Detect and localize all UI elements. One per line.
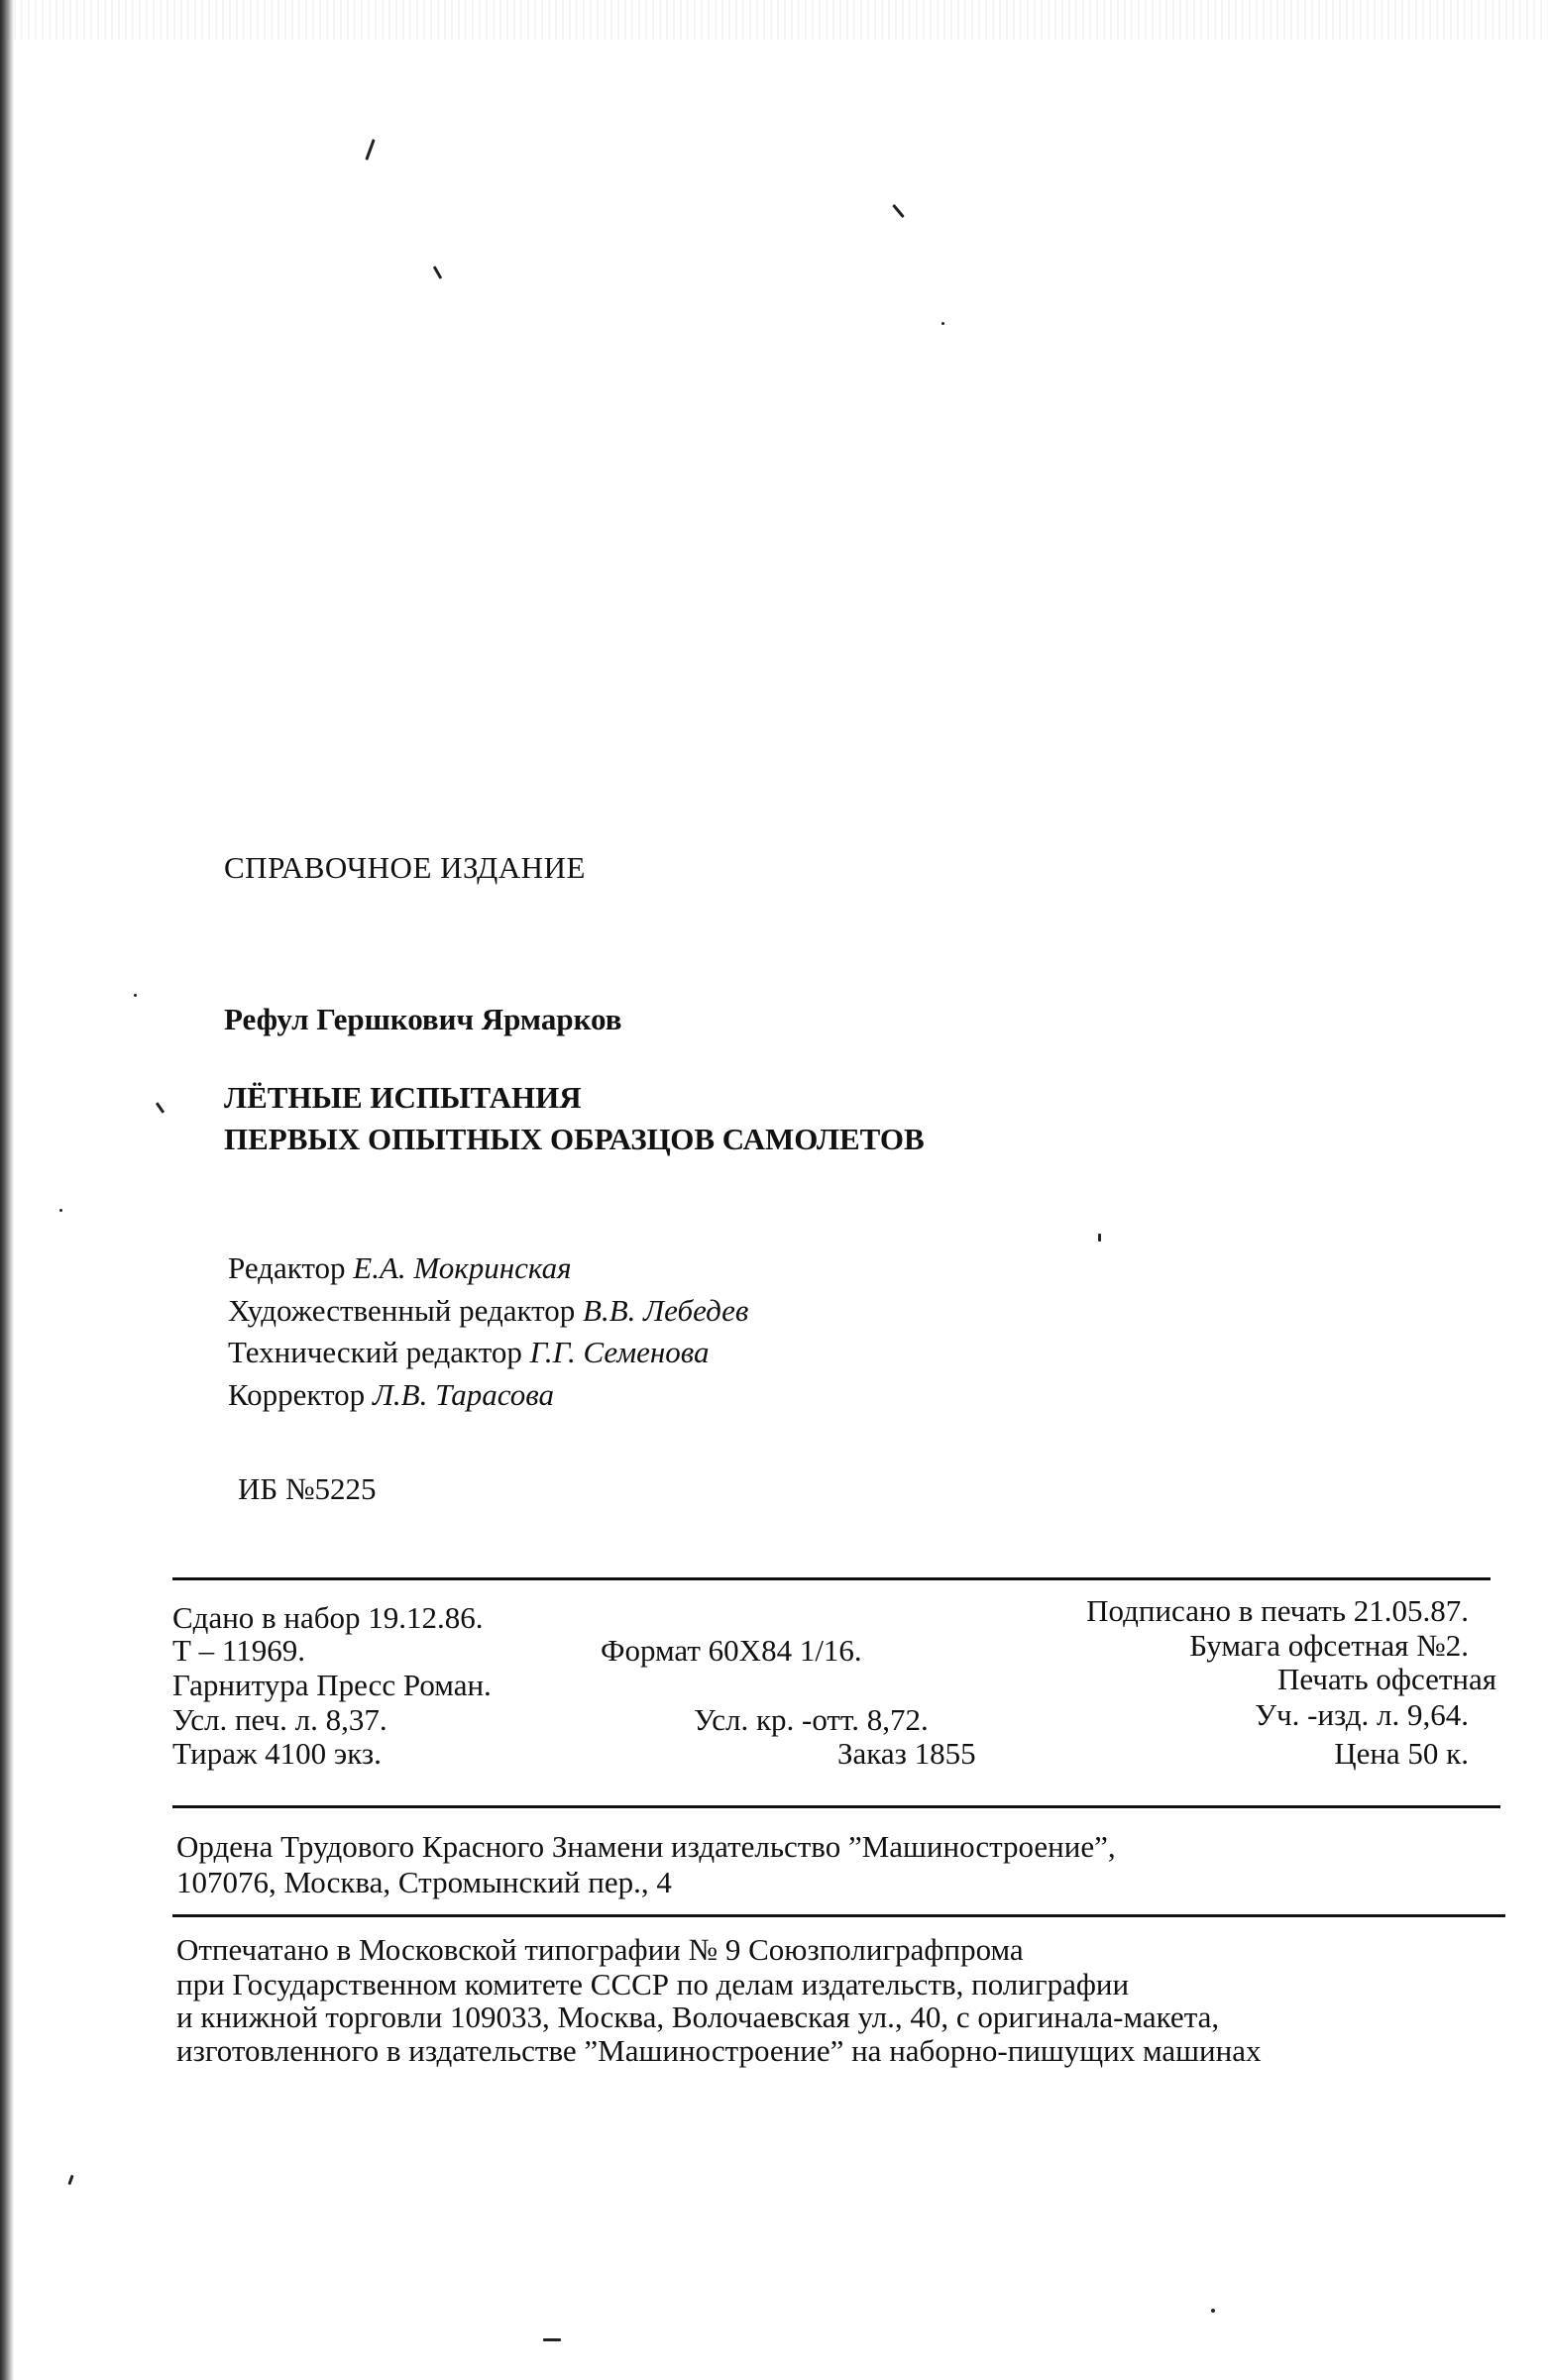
scan-speck <box>892 204 905 218</box>
credit-editor <box>228 1250 572 1286</box>
publisher-line-1: Ордена Трудового Красного Знамени издательство ”Машиностроение”, <box>176 1829 1116 1864</box>
imprint-paper: Бумага офсетная №2. <box>1189 1628 1469 1663</box>
imprint-run: Тираж 4100 экз. <box>172 1736 382 1771</box>
imprint-t-number: Т – 11969. <box>172 1633 306 1668</box>
scan-speck <box>156 1102 165 1114</box>
imprint-pub-sheets: Уч. -изд. л. 9,64. <box>1255 1697 1469 1732</box>
author-name: Рефул Гершкович Ярмарков <box>224 1002 622 1036</box>
publisher-line-2: 107076, Москва, Стромынский пер., 4 <box>176 1865 672 1899</box>
imprint-printing: Печать офсетная <box>1277 1662 1496 1696</box>
book-title-line-1: ЛЁТНЫЕ ИСПЫТАНИЯ <box>224 1080 582 1115</box>
credit-proofreader <box>228 1377 554 1413</box>
credit-role: Художественный редактор <box>228 1293 576 1328</box>
ib-number: ИБ №5225 <box>238 1471 377 1506</box>
credit-role: Редактор <box>228 1250 346 1285</box>
printer-line-3: и книжной торговли 109033, Москва, Волочаевская ул., 40, с оригинала-макета, <box>176 2000 1220 2034</box>
rule-imprint-bottom <box>172 1805 1500 1808</box>
credit-role: Технический редактор <box>228 1335 522 1369</box>
credit-person: Г.Г. Семенова <box>529 1335 710 1369</box>
imprint-submitted: Сдано в набор 19.12.86. <box>172 1600 484 1635</box>
printer-line-4: изготовленного в издательстве ”Машиностроение” на наборно-пишущих машинах <box>176 2033 1262 2068</box>
scan-speck <box>59 1209 62 1212</box>
scan-speck <box>1098 1234 1101 1242</box>
credit-person: Е.А. Мокринская <box>353 1250 572 1285</box>
scan-spine-shadow <box>0 0 14 2380</box>
imprint-price: Цена 50 к. <box>1334 1736 1469 1771</box>
scan-speck <box>543 2338 561 2341</box>
scan-speck <box>433 266 443 279</box>
rule-imprint-top <box>172 1577 1491 1580</box>
book-title-line-2: ПЕРВЫХ ОПЫТНЫХ ОБРАЗЦОВ САМОЛЕТОВ <box>224 1122 925 1156</box>
series-label: СПРАВОЧНОЕ ИЗДАНИЕ <box>224 850 586 885</box>
imprint-print-sheets: Усл. печ. л. 8,37. <box>172 1702 387 1737</box>
scan-noise-top <box>0 0 1548 40</box>
scan-speck <box>365 139 375 161</box>
imprint-signed: Подписано в печать 21.05.87. <box>1086 1593 1469 1628</box>
rule-publisher-bottom <box>172 1914 1505 1917</box>
imprint-format: Формат 60Х84 1/16. <box>601 1633 862 1668</box>
printer-line-2: при Государственном комитете СССР по делам издательств, полиграфии <box>176 1967 1130 2001</box>
scan-speck <box>941 322 944 325</box>
credit-role: Корректор <box>228 1377 366 1412</box>
credit-tech-editor <box>228 1335 710 1370</box>
credit-person: В.В. Лебедев <box>583 1293 749 1328</box>
scan-speck <box>1211 2309 1215 2313</box>
imprint-typeface: Гарнитура Пресс Роман. <box>172 1668 492 1702</box>
imprint-color-prints: Усл. кр. -отт. 8,72. <box>694 1702 929 1737</box>
scan-speck <box>134 994 137 997</box>
scan-speck <box>67 2175 73 2185</box>
credit-person: Л.В. Тарасова <box>372 1377 554 1412</box>
credit-art-editor <box>228 1293 748 1329</box>
printer-line-1: Отпечатано в Московской типографии № 9 Союзполиграфпрома <box>176 1932 1024 1967</box>
imprint-order: Заказ 1855 <box>837 1736 976 1771</box>
